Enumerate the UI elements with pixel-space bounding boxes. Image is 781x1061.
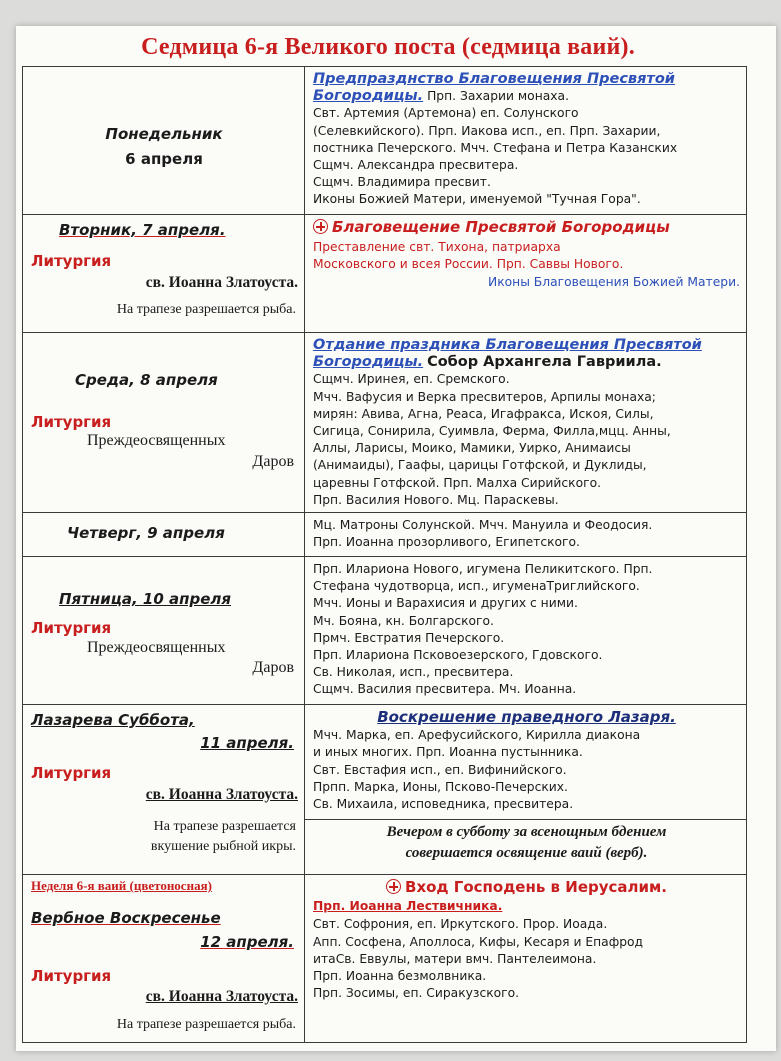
feast-title: Предпразднство Благовещения Пресвятой (313, 71, 675, 87)
day-row-saturday (23, 705, 747, 875)
liturgy-label: Литургия (31, 764, 112, 783)
vespers-note: Вечером в субботу за всенощным бдением (386, 824, 667, 841)
saint-line: Свт. Софрония, еп. Иркутского. Прор. Иоада. (313, 917, 608, 932)
saint-line: Свт. Артемия (Артемона) еп. Солунского (313, 106, 579, 121)
saint-line: царевны Готфской. Прп. Малха Сирийского. (313, 475, 602, 490)
saint-line: Аллы, Ларисы, Моико, Мамики, Уирко, Анимаисы (313, 441, 631, 456)
day-row-thursday (23, 513, 747, 557)
divider (305, 819, 746, 820)
feast-title: Отдание праздника Благовещения Пресвятой (313, 337, 702, 353)
day-row-friday (23, 557, 747, 705)
saint-line: Прп. Иоанна прозорливого, Египетского. (313, 535, 580, 550)
meal-note: На трапезе разрешается рыба. (116, 1017, 296, 1033)
liturgy-service: св. Иоанна Златоуста. (145, 274, 298, 291)
liturgy-label: Литургия (31, 252, 112, 270)
day-row-wednesday (23, 333, 747, 513)
day-cell (23, 513, 305, 557)
saint-line: Московского и всея России. Прп. Саввы Нового. (313, 257, 624, 272)
day-cell (23, 67, 305, 215)
saint-line: Сигица, Сонирила, Суимвла, Ферма, Филла,мцц. Анны, (313, 424, 671, 439)
saint-line: Мчч. Марка, еп. Арефусийского, Кирилла диакона (313, 728, 641, 743)
feast-title-cont: Богородицы. (313, 88, 424, 105)
day-name: Вторник, 7 апреля. (59, 221, 226, 239)
liturgy-label: Литургия (31, 967, 112, 986)
liturgy-label: Литургия (31, 619, 112, 638)
saint-line: Прпп. Марка, Ионы, Псково-Печерских. (313, 779, 568, 794)
day-cell (23, 333, 305, 513)
subfeast-title: Прп. Иоанна Лествичника. (313, 899, 503, 914)
schedule-table (22, 66, 747, 1043)
day-date: 6 апреля (125, 150, 203, 168)
liturgy-service-cont: Даров (252, 453, 294, 470)
liturgy-service: св. Иоанна Златоуста. (145, 786, 298, 804)
saint-line: Свт. Евстафия исп., еп. Вифинийского. (313, 762, 567, 777)
liturgy-service: св. Иоанна Златоуста. (145, 988, 298, 1006)
saint-line: Мчч. Ионы и Варахисия и других с ними. (313, 596, 578, 611)
day-name: Среда, 8 апреля (75, 371, 218, 389)
saint-line: и иных многих. Прп. Иоанна пустынника. (313, 745, 583, 760)
feast-title: Вход Господень в Иерусалим. (405, 878, 667, 897)
saint-line: Сщмч. Александра пресвитера. (313, 158, 519, 173)
saint-line: (Селевкийского). Прп. Иакова исп., еп. Прп. Захарии, (313, 123, 661, 138)
saint-line: Прп. Илариона Псковоезерского, Гдовского. (313, 648, 603, 663)
saints-cell (305, 333, 747, 513)
day-cell (23, 875, 305, 1043)
day-cell (23, 705, 305, 875)
saint-line: Сщмч. Владимира пресвит. (313, 175, 491, 190)
day-name: Четверг, 9 апреля (67, 524, 225, 543)
page-title: Седмица 6-я Великого поста (седмица ваий). (141, 34, 635, 60)
day-name: Понедельник (105, 125, 223, 143)
feast-title: Воскрешение праведного Лазаря. (377, 708, 676, 727)
saint-line: мирян: Авива, Агна, Реаса, Игафракса, Искоя, Силы, (313, 406, 654, 421)
meal-note-cont: вкушение рыбной икры. (150, 839, 296, 855)
cross-icon (386, 879, 401, 894)
day-name: Вербное Воскресенье (31, 909, 221, 928)
saint-line: Прп. Василия Нового. Мц. Параскевы. (313, 492, 559, 507)
feast-extra: Собор Архангела Гавриила. (427, 354, 662, 371)
liturgy-service: Преждеосвященных (87, 639, 226, 657)
saint-line: Мчч. Вафусия и Верка пресвитеров, Арпилы монаха; (313, 389, 656, 404)
liturgy-label: Литургия (31, 413, 112, 431)
liturgy-service: Преждеосвященных (87, 432, 226, 449)
day-name: Пятница, 10 апреля (59, 590, 232, 609)
saints-cell (305, 513, 747, 557)
saint-line: Св. Михаила, исповедника, пресвитера. (313, 797, 574, 812)
saint-line: Прп. Илариона Нового, игумена Пеликитского. Прп. (313, 562, 653, 577)
day-row-monday (23, 67, 747, 215)
meal-note: На трапезе разрешается рыба. (116, 302, 296, 317)
day-date: 11 апреля. (200, 734, 294, 753)
saint-line: Апп. Сосфена, Аполлоса, Кифы, Кесаря и Епафрод (313, 934, 644, 949)
saint-line: Прп. Иоанна безмолвника. (313, 969, 487, 984)
saint-line: Сщмч. Василия пресвитера. Мч. Иоанна. (313, 682, 577, 697)
cross-icon (313, 219, 328, 234)
saint-line: итаСв. Еввулы, матери вмч. Пантелеимона. (313, 951, 597, 966)
saints-cell (305, 67, 747, 215)
saint-line: Прп. Зосимы, еп. Сиракузского. (313, 986, 520, 1001)
saint-line: Мц. Матроны Солунской. Мчч. Мануила и Феодосия. (313, 518, 653, 533)
day-name: Лазарева Суббота, (31, 711, 195, 730)
saints-cell (305, 557, 747, 705)
meal-note: На трапезе разрешается (153, 819, 296, 835)
saints-cell (305, 875, 747, 1043)
saint-line: Сщмч. Иринея, еп. Сремского. (313, 372, 510, 387)
liturgy-service-cont: Даров (252, 659, 294, 677)
day-row-tuesday (23, 215, 747, 333)
saint-line: Св. Николая, исп., пресвитера. (313, 665, 514, 680)
day-cell (23, 557, 305, 705)
saint-line: (Анимаиды), Гаафы, царицы Готфской, и Дуклиды, (313, 458, 647, 473)
saint-line: Мч. Бояна, кн. Болгарского. (313, 613, 494, 628)
saints-cell (305, 215, 747, 333)
saints-cell (305, 705, 747, 875)
week-label: Неделя 6-я ваий (цветоносная) (31, 878, 212, 894)
feast-title: Благовещение Пресвятой Богородицы (332, 218, 670, 236)
saint-line: Стефана чудотворца, исп., игуменаТриглийского. (313, 579, 640, 594)
day-cell (23, 215, 305, 333)
vespers-note-cont: совершается освящение ваий (верб). (405, 845, 648, 862)
day-date: 12 апреля. (200, 933, 294, 952)
day-row-sunday (23, 875, 747, 1043)
feast-title-cont: Богородицы. (313, 354, 424, 371)
saint-line: Прп. Захарии монаха. (427, 89, 569, 104)
saint-line: Иконы Божией Матери, именуемой "Тучная Гора". (313, 192, 641, 207)
saint-line: Прмч. Евстратия Печерского. (313, 630, 505, 645)
saint-line: постника Печерского. Мчч. Стефана и Петра Казанских (313, 140, 678, 155)
saint-line: Иконы Благовещения Божией Матери. (488, 274, 740, 289)
saint-line: Преставление свт. Тихона, патриарха (313, 240, 561, 255)
